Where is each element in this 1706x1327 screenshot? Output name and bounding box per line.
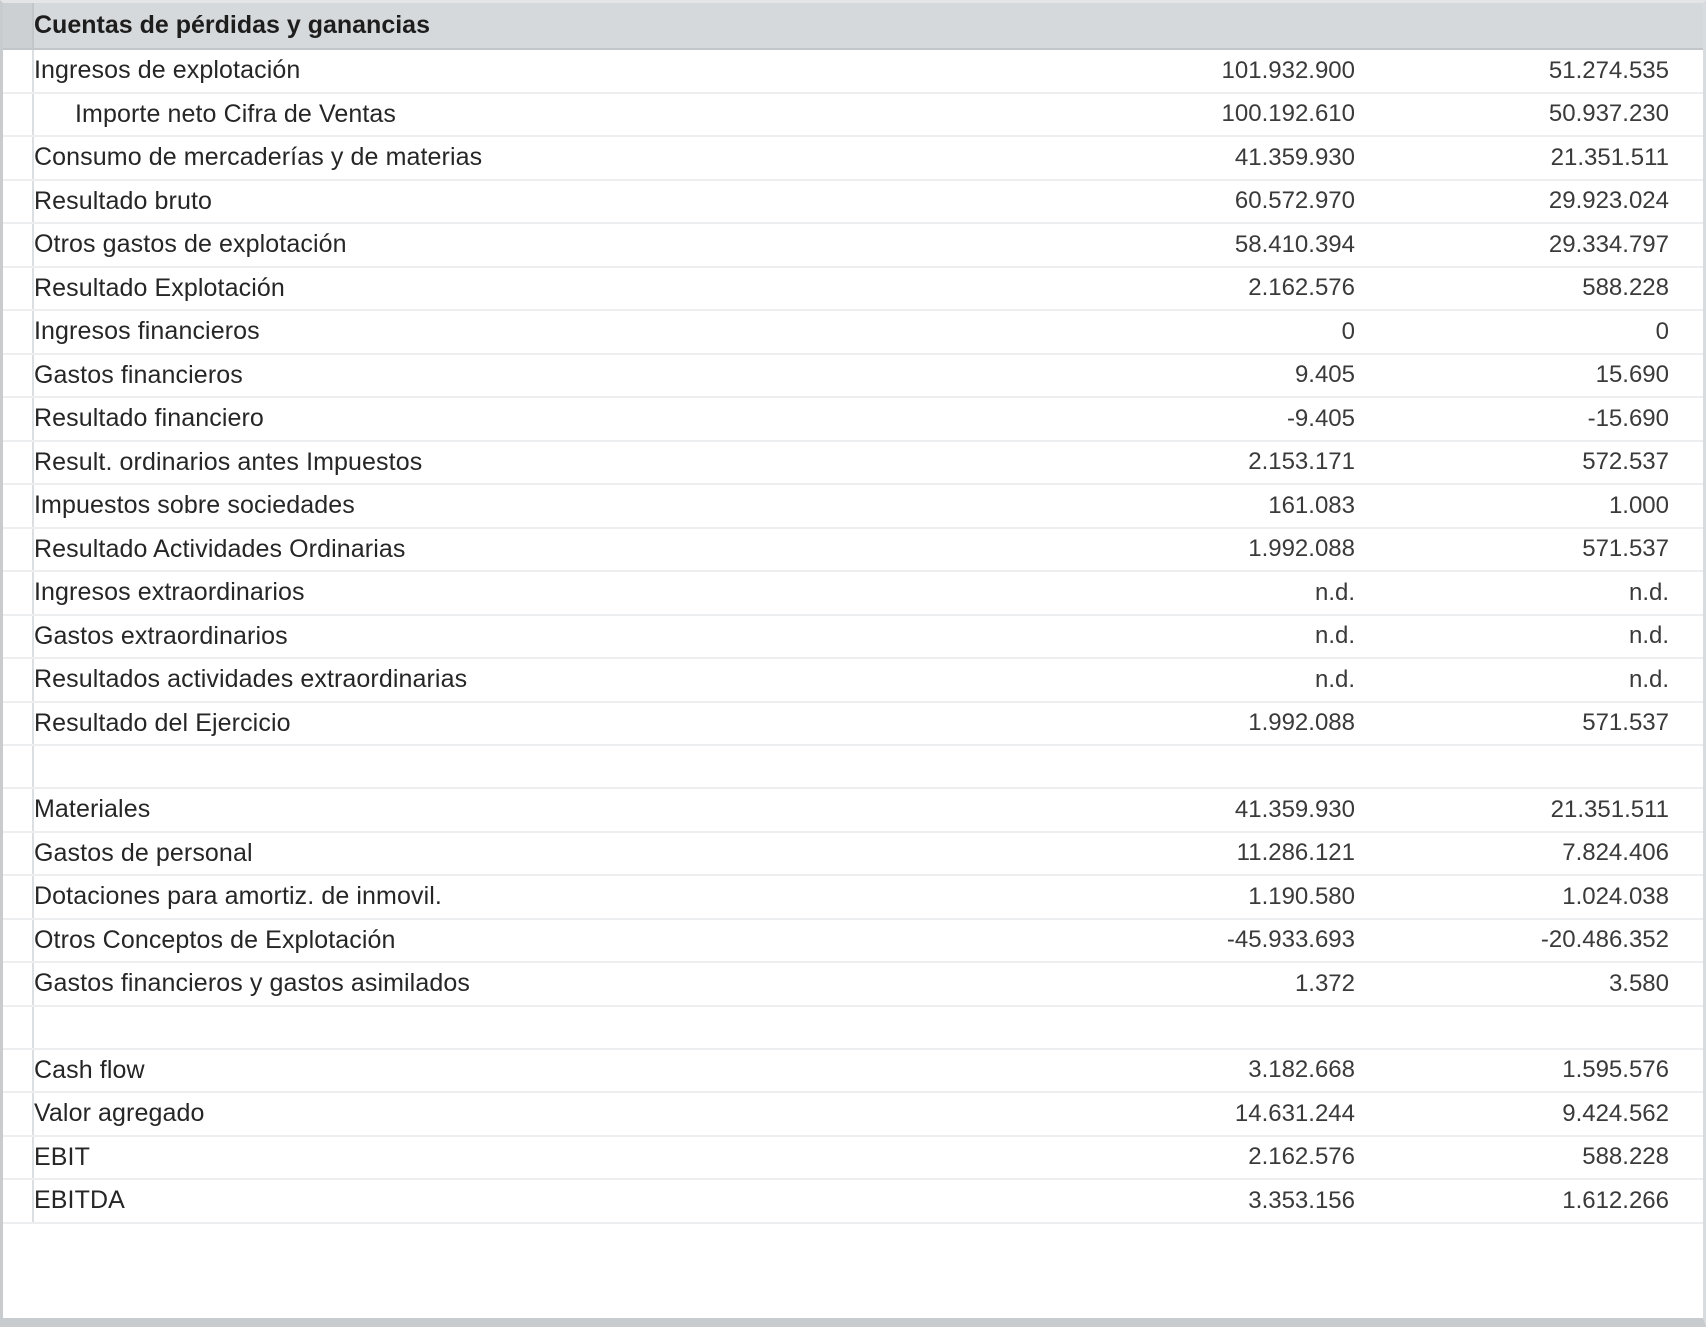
spacer-value-cell-1 <box>1123 745 1383 788</box>
row-gutter <box>3 397 33 441</box>
table-row[interactable] <box>3 354 1703 398</box>
row-value-column-2: 1.612.266 <box>1383 1179 1703 1223</box>
row-label: EBIT <box>33 1136 1123 1180</box>
profit-and-loss-table <box>3 3 1703 1224</box>
row-gutter <box>3 441 33 485</box>
row-value-column-1: 161.083 <box>1123 484 1383 528</box>
row-gutter <box>3 962 33 1006</box>
row-value-column-1: 1.372 <box>1123 962 1383 1006</box>
header-value-column-2 <box>1383 3 1703 49</box>
table-row[interactable] <box>3 832 1703 876</box>
row-value-column-1: 3.353.156 <box>1123 1179 1383 1223</box>
spacer-value-cell-1 <box>1123 1006 1383 1049</box>
row-label: Gastos extraordinarios <box>33 615 1123 659</box>
table-row[interactable] <box>3 223 1703 267</box>
row-gutter <box>3 136 33 180</box>
row-gutter <box>3 702 33 746</box>
row-gutter <box>3 1179 33 1223</box>
row-gutter <box>3 267 33 311</box>
row-value-column-1: 41.359.930 <box>1123 136 1383 180</box>
row-label: Dotaciones para amortiz. de inmovil. <box>33 875 1123 919</box>
row-value-column-1: 11.286.121 <box>1123 832 1383 876</box>
row-value-column-2: 9.424.562 <box>1383 1092 1703 1136</box>
row-gutter <box>3 1049 33 1093</box>
row-gutter <box>3 93 33 137</box>
row-value-column-2: 29.923.024 <box>1383 180 1703 224</box>
table-row[interactable] <box>3 310 1703 354</box>
row-label: Resultado del Ejercicio <box>33 702 1123 746</box>
table-row[interactable] <box>3 919 1703 963</box>
row-gutter <box>3 1006 33 1049</box>
row-value-column-2: 15.690 <box>1383 354 1703 398</box>
table-title: Cuentas de pérdidas y ganancias <box>33 3 1123 49</box>
row-label: Resultado Actividades Ordinarias <box>33 528 1123 572</box>
table-row[interactable] <box>3 180 1703 224</box>
row-label: Ingresos de explotación <box>33 49 1123 93</box>
row-gutter <box>3 919 33 963</box>
row-value-column-2: 588.228 <box>1383 267 1703 311</box>
table-row[interactable] <box>3 962 1703 1006</box>
row-label: Ingresos extraordinarios <box>33 571 1123 615</box>
row-value-column-2: -20.486.352 <box>1383 919 1703 963</box>
spacer-label-cell <box>33 745 1123 788</box>
row-value-column-2: 0 <box>1383 310 1703 354</box>
table-row[interactable] <box>3 267 1703 311</box>
spacer-value-cell-2 <box>1383 745 1703 788</box>
row-value-column-1: n.d. <box>1123 571 1383 615</box>
row-label: Materiales <box>33 788 1123 832</box>
row-value-column-1: -9.405 <box>1123 397 1383 441</box>
row-gutter <box>3 615 33 659</box>
row-value-column-1: 100.192.610 <box>1123 93 1383 137</box>
table-row[interactable] <box>3 1179 1703 1223</box>
row-value-column-1: n.d. <box>1123 658 1383 702</box>
table-row[interactable] <box>3 1049 1703 1093</box>
row-value-column-1: 14.631.244 <box>1123 1092 1383 1136</box>
row-value-column-2: 1.000 <box>1383 484 1703 528</box>
row-label: Resultado bruto <box>33 180 1123 224</box>
row-label: Importe neto Cifra de Ventas <box>33 93 1123 137</box>
row-value-column-1: 0 <box>1123 310 1383 354</box>
table-row[interactable] <box>3 136 1703 180</box>
row-label: Gastos financieros <box>33 354 1123 398</box>
row-gutter <box>3 310 33 354</box>
row-label: Resultado Explotación <box>33 267 1123 311</box>
table-header-row <box>3 3 1703 49</box>
table-row[interactable] <box>3 875 1703 919</box>
row-value-column-2: 572.537 <box>1383 441 1703 485</box>
row-value-column-1: n.d. <box>1123 615 1383 659</box>
row-gutter <box>3 49 33 93</box>
row-label: Valor agregado <box>33 1092 1123 1136</box>
table-row[interactable] <box>3 528 1703 572</box>
table-row[interactable] <box>3 397 1703 441</box>
row-gutter <box>3 528 33 572</box>
row-label: Resultado financiero <box>33 397 1123 441</box>
row-label: EBITDA <box>33 1179 1123 1223</box>
row-value-column-1: 41.359.930 <box>1123 788 1383 832</box>
header-value-column-1 <box>1123 3 1383 49</box>
row-value-column-2: 571.537 <box>1383 528 1703 572</box>
table-body <box>3 3 1703 1223</box>
row-value-column-1: 2.162.576 <box>1123 267 1383 311</box>
row-value-column-2: 51.274.535 <box>1383 49 1703 93</box>
row-gutter <box>3 745 33 788</box>
row-value-column-1: -45.933.693 <box>1123 919 1383 963</box>
row-value-column-2: n.d. <box>1383 658 1703 702</box>
row-value-column-2: 1.595.576 <box>1383 1049 1703 1093</box>
row-label: Otros Conceptos de Explotación <box>33 919 1123 963</box>
row-gutter <box>3 571 33 615</box>
row-value-column-2: n.d. <box>1383 571 1703 615</box>
row-value-column-2: 21.351.511 <box>1383 136 1703 180</box>
row-value-column-1: 3.182.668 <box>1123 1049 1383 1093</box>
table-row[interactable] <box>3 658 1703 702</box>
row-gutter <box>3 354 33 398</box>
row-gutter <box>3 788 33 832</box>
table-row[interactable] <box>3 615 1703 659</box>
row-value-column-1: 2.162.576 <box>1123 1136 1383 1180</box>
table-row[interactable] <box>3 441 1703 485</box>
row-value-column-2: 21.351.511 <box>1383 788 1703 832</box>
table-row[interactable] <box>3 571 1703 615</box>
row-label: Ingresos financieros <box>33 310 1123 354</box>
table-row[interactable] <box>3 484 1703 528</box>
row-gutter <box>3 1092 33 1136</box>
row-label: Otros gastos de explotación <box>33 223 1123 267</box>
row-value-column-2: 7.824.406 <box>1383 832 1703 876</box>
table-row[interactable] <box>3 93 1703 137</box>
row-gutter <box>3 1136 33 1180</box>
header-gutter <box>3 3 33 49</box>
row-value-column-1: 58.410.394 <box>1123 223 1383 267</box>
row-value-column-1: 1.992.088 <box>1123 528 1383 572</box>
row-value-column-2: 571.537 <box>1383 702 1703 746</box>
row-gutter <box>3 658 33 702</box>
spacer-value-cell-2 <box>1383 1006 1703 1049</box>
row-value-column-2: 50.937.230 <box>1383 93 1703 137</box>
table-row[interactable] <box>3 1136 1703 1180</box>
row-label: Gastos de personal <box>33 832 1123 876</box>
table-spacer-row <box>3 1006 1703 1049</box>
row-value-column-1: 101.932.900 <box>1123 49 1383 93</box>
row-label: Consumo de mercaderías y de materias <box>33 136 1123 180</box>
row-label: Cash flow <box>33 1049 1123 1093</box>
row-value-column-1: 60.572.970 <box>1123 180 1383 224</box>
table-spacer-row <box>3 745 1703 788</box>
row-label: Gastos financieros y gastos asimilados <box>33 962 1123 1006</box>
table-row[interactable] <box>3 49 1703 93</box>
row-gutter <box>3 875 33 919</box>
row-gutter <box>3 484 33 528</box>
row-value-column-2: 29.334.797 <box>1383 223 1703 267</box>
row-label: Impuestos sobre sociedades <box>33 484 1123 528</box>
row-value-column-2: 3.580 <box>1383 962 1703 1006</box>
row-value-column-1: 1.190.580 <box>1123 875 1383 919</box>
row-value-column-2: 1.024.038 <box>1383 875 1703 919</box>
table-row[interactable] <box>3 702 1703 746</box>
row-value-column-1: 9.405 <box>1123 354 1383 398</box>
row-value-column-2: -15.690 <box>1383 397 1703 441</box>
table-row[interactable] <box>3 788 1703 832</box>
row-value-column-1: 1.992.088 <box>1123 702 1383 746</box>
table-row[interactable] <box>3 1092 1703 1136</box>
spacer-label-cell <box>33 1006 1123 1049</box>
row-label: Result. ordinarios antes Impuestos <box>33 441 1123 485</box>
row-gutter <box>3 832 33 876</box>
row-value-column-2: n.d. <box>1383 615 1703 659</box>
row-value-column-2: 588.228 <box>1383 1136 1703 1180</box>
row-value-column-1: 2.153.171 <box>1123 441 1383 485</box>
row-gutter <box>3 223 33 267</box>
row-label: Resultados actividades extraordinarias <box>33 658 1123 702</box>
row-gutter <box>3 180 33 224</box>
